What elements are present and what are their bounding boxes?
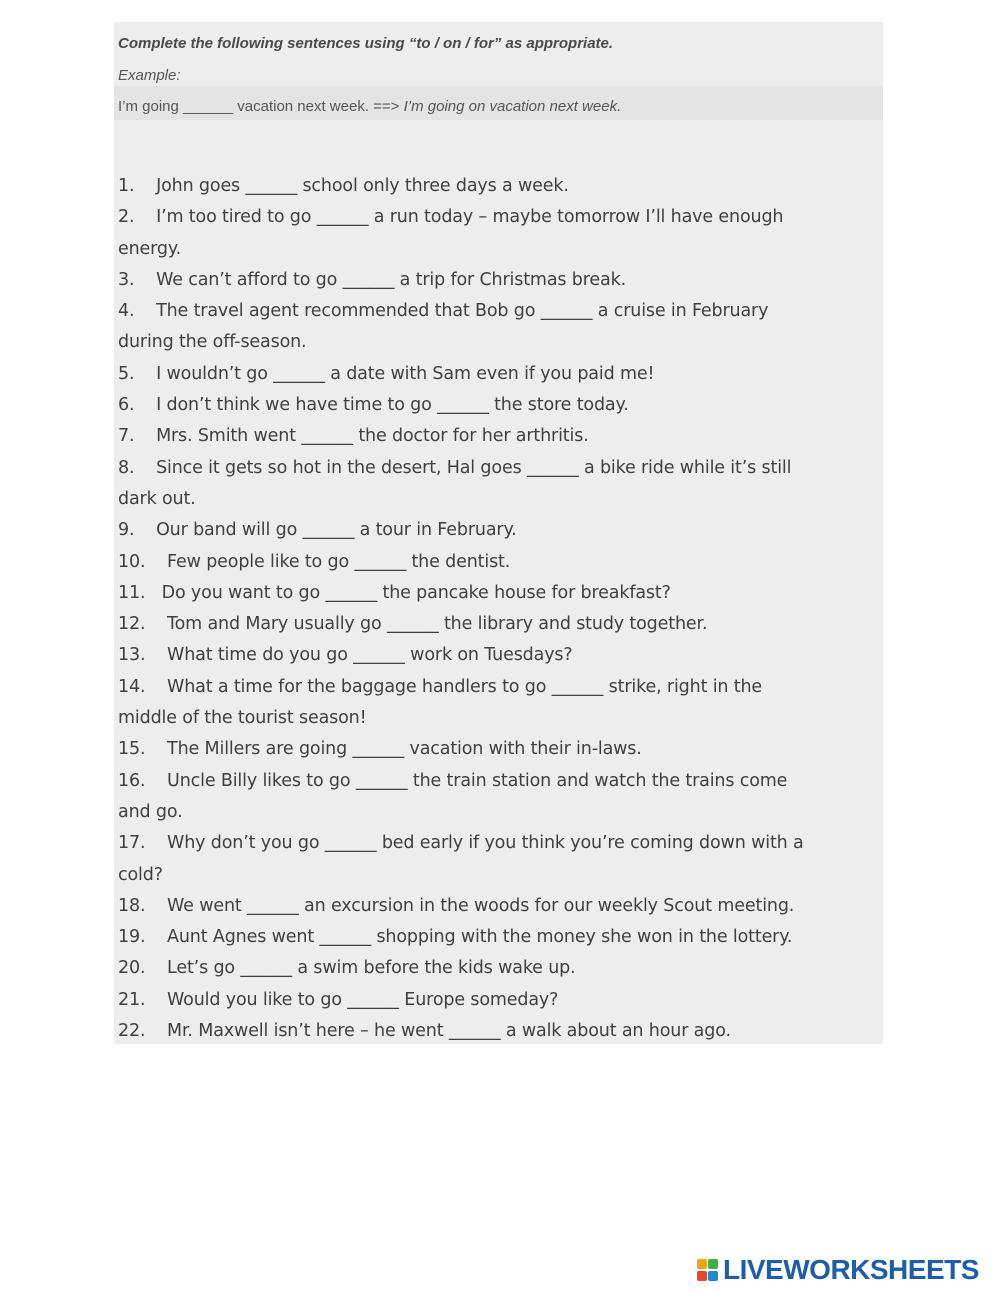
question-gap xyxy=(134,364,156,384)
question-text: What a time for the baggage handlers to go ______ strike, right in the xyxy=(167,676,763,697)
logo-text: LIVEWORKSHEETS xyxy=(723,1254,979,1285)
question-gap xyxy=(145,552,167,572)
question-number: 16. xyxy=(118,770,146,791)
question-gap xyxy=(134,270,156,290)
question-gap xyxy=(145,583,161,603)
question-number: 3. xyxy=(118,269,135,290)
question-gap xyxy=(134,301,156,321)
question-item xyxy=(118,390,878,421)
question-number: 21. xyxy=(118,989,146,1010)
question-number: 9. xyxy=(118,520,135,541)
question-item xyxy=(118,953,878,984)
question-number: 7. xyxy=(118,426,135,447)
question-text: dark out. xyxy=(118,488,196,509)
question-text: Our band will go ______ a tour in February. xyxy=(156,520,517,541)
question-gap xyxy=(145,1021,167,1041)
question-continuation xyxy=(118,703,878,734)
question-item xyxy=(118,922,878,953)
question-text: I’m too tired to go ______ a run today – maybe tomorrow I’ll have enough xyxy=(156,207,784,228)
question-text: energy. xyxy=(118,238,181,259)
question-text: Few people like to go ______ the dentist. xyxy=(167,551,511,572)
question-item xyxy=(118,828,878,859)
question-number: 19. xyxy=(118,927,146,948)
example-answer: I’m going on vacation next week. xyxy=(403,98,622,115)
question-item xyxy=(118,265,878,296)
question-item xyxy=(118,202,878,233)
question-gap xyxy=(145,645,167,665)
question-item xyxy=(118,421,878,452)
question-number: 15. xyxy=(118,739,146,760)
question-text: I wouldn’t go ______ a date with Sam even if you paid me! xyxy=(156,363,655,384)
question-gap xyxy=(145,771,167,791)
question-text: John goes ______ school only three days a week. xyxy=(156,176,569,196)
question-item xyxy=(118,453,878,484)
question-continuation xyxy=(118,860,878,891)
question-text: Let’s go ______ a swim before the kids wake up. xyxy=(167,958,576,979)
question-item xyxy=(118,359,878,390)
question-item xyxy=(118,515,878,546)
question-text: I don’t think we have time to go ______ the store today. xyxy=(156,395,629,416)
question-text: We went ______ an excursion in the woods for our weekly Scout meeting. xyxy=(167,895,795,916)
question-continuation xyxy=(118,797,878,828)
question-number: 1. xyxy=(118,176,135,196)
question-continuation xyxy=(118,234,878,265)
question-number: 17. xyxy=(118,833,146,854)
question-item xyxy=(118,1016,878,1047)
question-item xyxy=(118,547,878,578)
question-item xyxy=(118,171,878,202)
question-number: 6. xyxy=(118,395,135,416)
question-number: 22. xyxy=(118,1021,146,1042)
question-number: 18. xyxy=(118,895,146,916)
question-item xyxy=(118,578,878,609)
question-text: Uncle Billy likes to go ______ the train station and watch the trains come xyxy=(167,770,788,791)
question-number: 14. xyxy=(118,676,146,697)
question-gap xyxy=(145,927,167,947)
question-text: cold? xyxy=(118,864,163,885)
question-number: 8. xyxy=(118,457,135,478)
question-gap xyxy=(145,958,167,978)
question-text: Tom and Mary usually go ______ the library and study together. xyxy=(167,614,708,635)
question-text: and go. xyxy=(118,801,183,822)
question-number: 11. xyxy=(118,582,146,603)
question-text: What time do you go ______ work on Tuesdays? xyxy=(167,645,573,666)
question-gap xyxy=(145,990,167,1010)
question-text: Aunt Agnes went ______ shopping with the money she won in the lottery. xyxy=(167,927,793,948)
question-text: Mr. Maxwell isn’t here – he went ______ a walk about an hour ago. xyxy=(167,1021,731,1042)
question-text: during the off-season. xyxy=(118,332,307,353)
example-label: Example: xyxy=(118,67,181,84)
question-text: Why don’t you go ______ bed early if you think you’re coming down with a xyxy=(167,833,804,854)
question-gap xyxy=(134,520,156,540)
question-item xyxy=(118,734,878,765)
instruction-text: Complete the following sentences using “to / on / for” as appropriate. xyxy=(118,35,614,52)
question-text: middle of the tourist season! xyxy=(118,708,367,729)
question-item xyxy=(118,766,878,797)
question-number: 4. xyxy=(118,301,135,322)
question-number: 20. xyxy=(118,958,146,979)
question-number: 13. xyxy=(118,645,146,666)
question-gap xyxy=(145,677,167,697)
question-item xyxy=(118,891,878,922)
question-text: Do you want to go ______ the pancake house for breakfast? xyxy=(161,582,671,603)
question-item xyxy=(118,640,878,671)
question-gap xyxy=(134,207,156,227)
question-item xyxy=(118,609,878,640)
question-text: The Millers are going ______ vacation with their in-laws. xyxy=(167,739,642,760)
question-list xyxy=(118,171,878,1047)
question-number: 2. xyxy=(118,207,135,228)
question-number: 12. xyxy=(118,614,146,635)
question-text: Would you like to go ______ Europe someday? xyxy=(167,989,559,1010)
question-number: 5. xyxy=(118,363,135,384)
example-prompt: I’m going ______ vacation next week. ==> xyxy=(118,98,404,115)
question-gap xyxy=(134,458,156,478)
question-gap xyxy=(134,395,156,415)
question-item xyxy=(118,672,878,703)
question-text: The travel agent recommended that Bob go ______ a cruise in February xyxy=(156,301,769,322)
question-text: We can’t afford to go ______ a trip for Christmas break. xyxy=(156,269,626,290)
question-item xyxy=(118,296,878,327)
question-text: Since it gets so hot in the desert, Hal goes ______ a bike ride while it’s still xyxy=(156,457,792,478)
question-gap xyxy=(145,614,167,634)
question-gap xyxy=(134,426,156,446)
liveworksheets-logo-icon xyxy=(697,1257,721,1283)
question-continuation xyxy=(118,327,878,358)
question-gap xyxy=(145,896,167,916)
question-number: 10. xyxy=(118,551,146,572)
question-gap xyxy=(145,833,167,853)
liveworksheets-logo xyxy=(697,1255,979,1285)
question-continuation xyxy=(118,484,878,515)
question-gap xyxy=(145,739,167,759)
question-item xyxy=(118,985,878,1016)
question-gap xyxy=(134,176,156,196)
example-line xyxy=(118,98,621,115)
question-text: Mrs. Smith went ______ the doctor for her arthritis. xyxy=(156,426,589,447)
